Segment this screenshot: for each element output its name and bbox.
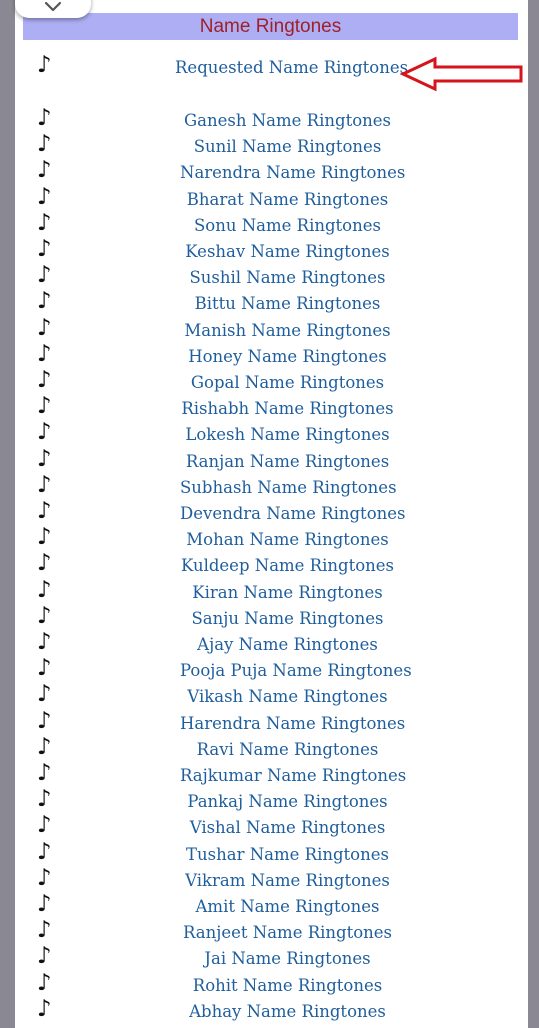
list-item[interactable]: [15, 183, 528, 213]
music-note-icon: ♪: [37, 629, 52, 655]
list-item[interactable]: [15, 419, 528, 448]
ringtone-link[interactable]: Ganesh Name Ringtones: [184, 111, 391, 130]
ringtone-link[interactable]: Manish Name Ringtones: [184, 320, 391, 340]
ringtone-link[interactable]: Gopal Name Ringtones: [190, 373, 385, 392]
ringtone-list-card: [15, 0, 528, 1028]
list-item[interactable]: [15, 236, 528, 265]
list-item[interactable]: [15, 786, 528, 815]
list-item[interactable]: [15, 760, 528, 789]
music-note-icon: ♪: [37, 891, 52, 917]
ringtone-link[interactable]: Sonu Name Ringtones: [194, 215, 381, 235]
ringtone-link[interactable]: Jai Name Ringtones: [204, 949, 371, 969]
music-note-icon: ♪: [37, 733, 52, 760]
music-note-icon: ♪: [37, 576, 52, 603]
music-note-icon: ♪: [37, 52, 52, 78]
music-note-icon: ♪: [37, 760, 52, 786]
collapse-button[interactable]: [15, 0, 91, 18]
ringtone-link[interactable]: Vikash Name Ringtones: [187, 687, 388, 707]
ringtone-link[interactable]: Ajay Name Ringtones: [197, 635, 378, 654]
ringtone-link[interactable]: Vikram Name Ringtones: [185, 870, 390, 890]
list-item[interactable]: [15, 917, 528, 946]
music-note-icon: ♪: [37, 183, 52, 210]
list-item[interactable]: [15, 340, 528, 370]
list-item[interactable]: [15, 131, 528, 160]
list-item[interactable]: [15, 629, 528, 658]
music-note-icon: ♪: [37, 969, 52, 996]
ringtone-link[interactable]: Keshav Name Ringtones: [185, 242, 390, 261]
red-arrow-annotation: [400, 56, 525, 92]
music-note-icon: ♪: [37, 786, 52, 813]
music-note-icon: ♪: [37, 419, 52, 446]
ringtone-link[interactable]: Bittu Name Ringtones: [194, 294, 381, 314]
music-note-icon: ♪: [37, 838, 52, 865]
music-note-icon: ♪: [37, 314, 52, 341]
music-note-icon: ♪: [37, 995, 52, 1022]
list-item[interactable]: [15, 262, 528, 291]
list-item[interactable]: [15, 943, 528, 972]
ringtone-link[interactable]: Pooja Puja Name Ringtones: [180, 661, 412, 681]
ringtone-link[interactable]: Sunil Name Ringtones: [193, 137, 382, 157]
music-note-icon: ♪: [37, 262, 52, 289]
ringtone-link[interactable]: Honey Name Ringtones: [188, 346, 387, 366]
ringtone-link[interactable]: Vishal Name Ringtones: [189, 818, 386, 838]
list-item[interactable]: [15, 105, 528, 134]
ringtone-link[interactable]: Sanju Name Ringtones: [191, 608, 384, 628]
music-note-icon: ♪: [37, 367, 52, 393]
chevron-down-icon: [44, 1, 62, 12]
music-note-icon: ♪: [37, 943, 52, 970]
ringtone-link[interactable]: Amit Name Ringtones: [195, 897, 380, 916]
list-item[interactable]: [15, 891, 528, 920]
music-note-icon: ♪: [37, 209, 52, 236]
music-note-icon: ♪: [37, 550, 52, 577]
music-note-icon: ♪: [37, 393, 52, 420]
ringtone-link[interactable]: Sushil Name Ringtones: [189, 268, 386, 288]
ringtone-link[interactable]: Lokesh Name Ringtones: [185, 425, 390, 445]
ringtone-link[interactable]: Abhay Name Ringtones: [189, 1001, 386, 1021]
ringtone-link[interactable]: Ravi Name Ringtones: [196, 739, 379, 759]
ringtone-link[interactable]: Narendra Name Ringtones: [180, 163, 406, 183]
list-item[interactable]: [15, 655, 528, 684]
ringtone-link[interactable]: Tushar Name Ringtones: [186, 844, 389, 864]
music-note-icon: ♪: [37, 445, 52, 472]
list-item[interactable]: [15, 393, 528, 422]
music-note-icon: ♪: [37, 131, 52, 158]
music-note-icon: ♪: [37, 655, 52, 682]
music-note-icon: ♪: [37, 288, 52, 315]
ringtone-link[interactable]: Mohan Name Ringtones: [186, 530, 389, 550]
list-item[interactable]: [15, 288, 528, 317]
list-item[interactable]: [15, 157, 528, 186]
music-note-icon: ♪: [37, 864, 52, 891]
music-note-icon: ♪: [37, 157, 52, 184]
music-note-icon: ♪: [37, 471, 52, 498]
list-item[interactable]: [15, 995, 528, 1025]
music-note-icon: ♪: [37, 105, 52, 131]
ringtone-link[interactable]: Pankaj Name Ringtones: [187, 792, 388, 812]
ringtone-link[interactable]: Kuldeep Name Ringtones: [180, 556, 394, 576]
list-item[interactable]: [15, 471, 528, 501]
ringtone-link[interactable]: Rishabh Name Ringtones: [181, 399, 394, 419]
music-note-icon: ♪: [37, 812, 52, 839]
music-note-icon: ♪: [37, 340, 52, 367]
list-item[interactable]: [15, 524, 528, 553]
ringtone-link[interactable]: Bharat Name Ringtones: [186, 189, 389, 209]
list-item[interactable]: [15, 864, 528, 894]
ringtone-link[interactable]: Ranjeet Name Ringtones: [182, 923, 393, 943]
music-note-icon: ♪: [37, 524, 52, 551]
list-item[interactable]: [15, 367, 528, 396]
ringtone-link[interactable]: Ranjan Name Ringtones: [185, 451, 390, 471]
list-item[interactable]: [15, 498, 528, 527]
list-item[interactable]: [15, 576, 528, 606]
ringtone-link[interactable]: Rohit Name Ringtones: [192, 975, 383, 995]
music-note-icon: ♪: [37, 681, 52, 708]
music-note-icon: ♪: [37, 917, 52, 944]
music-note-icon: ♪: [37, 498, 52, 524]
music-note-icon: ♪: [37, 707, 52, 734]
list-item[interactable]: [15, 812, 528, 841]
section-header: Name Ringtones: [23, 13, 518, 40]
list-item[interactable]: [15, 550, 528, 579]
ringtone-link[interactable]: Devendra Name Ringtones: [180, 504, 406, 523]
list-item[interactable]: [15, 969, 528, 999]
music-note-icon: ♪: [37, 602, 52, 629]
list-item[interactable]: [15, 209, 528, 239]
list-item[interactable]: [15, 681, 528, 710]
music-note-icon: ♪: [37, 236, 52, 262]
list-item[interactable]: [15, 314, 528, 344]
ringtone-link[interactable]: Subhash Name Ringtones: [180, 477, 397, 497]
ringtone-link[interactable]: Rajkumar Name Ringtones: [180, 766, 407, 785]
ringtone-link[interactable]: Harendra Name Ringtones: [180, 713, 406, 733]
requested-ringtones-link[interactable]: Requested Name Ringtones: [175, 58, 409, 77]
list-item[interactable]: [15, 602, 528, 632]
list-item[interactable]: [15, 707, 528, 737]
list-item[interactable]: [15, 445, 528, 475]
list-item[interactable]: [15, 733, 528, 763]
list-item[interactable]: [15, 838, 528, 868]
ringtone-link[interactable]: Kiran Name Ringtones: [192, 582, 383, 602]
